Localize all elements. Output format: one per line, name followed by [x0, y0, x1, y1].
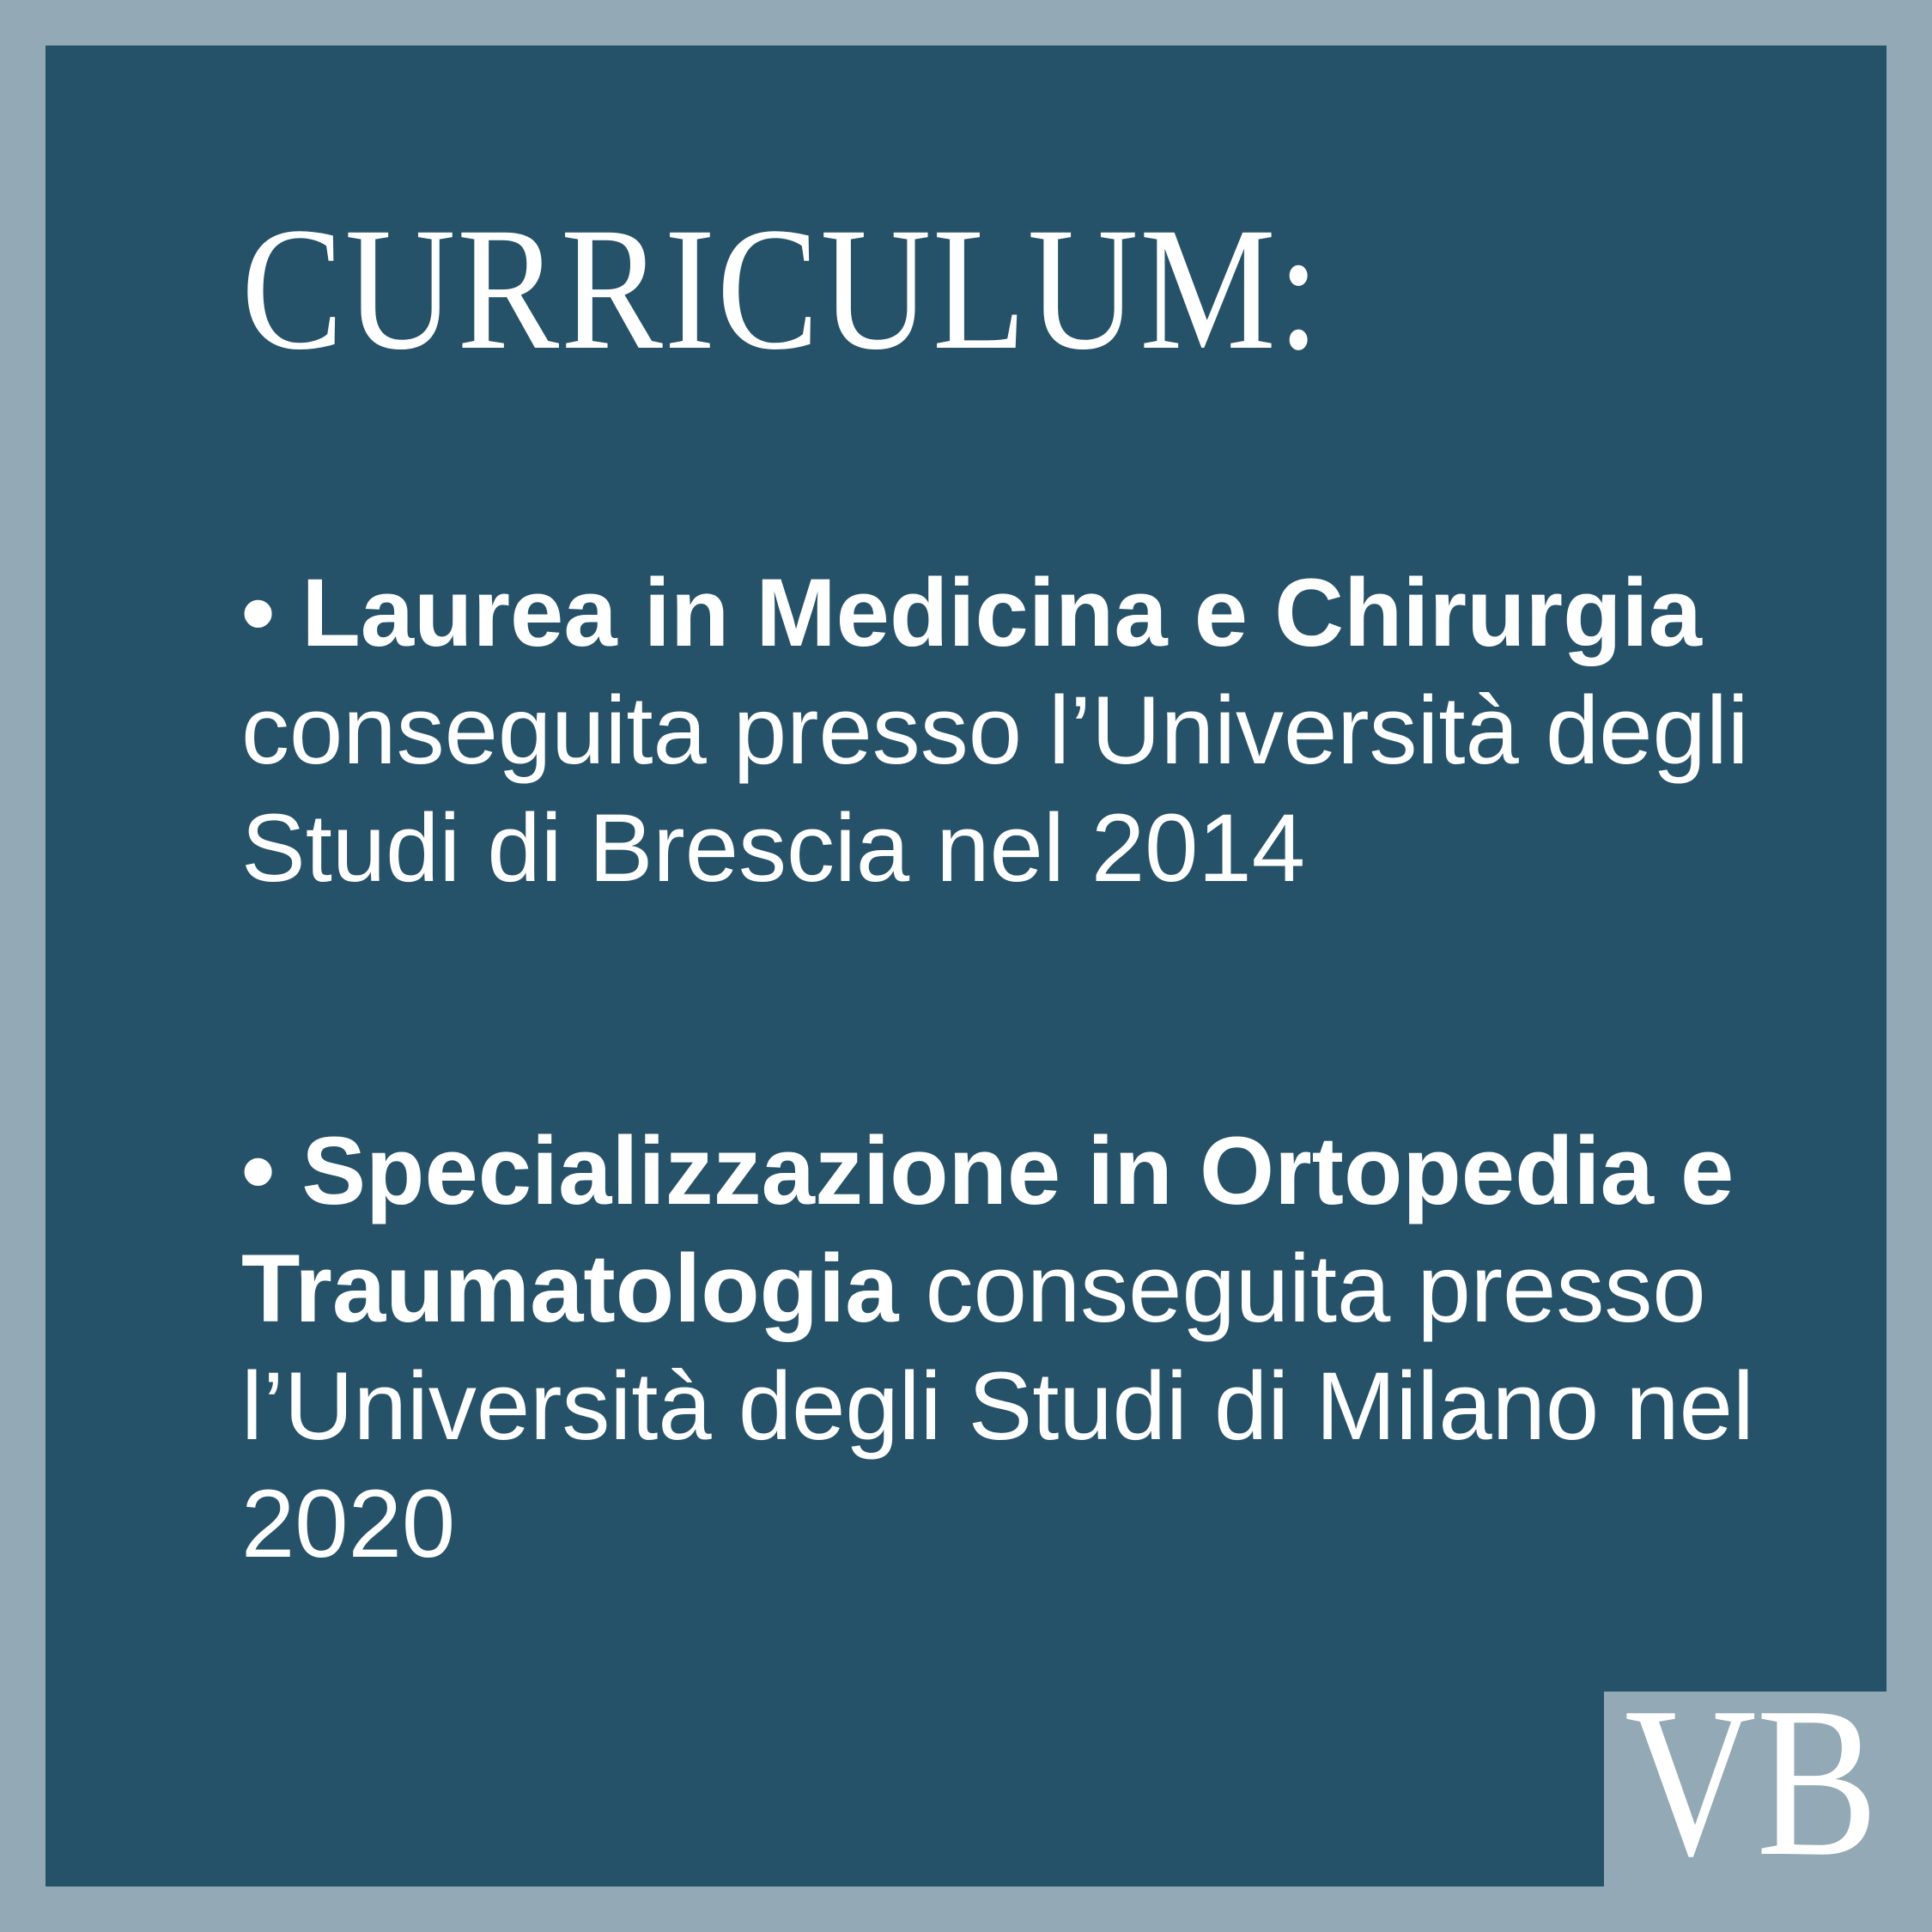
monogram-badge [1604, 1663, 1932, 1932]
curriculum-list [241, 554, 1754, 1583]
curriculum-line: Studi di Brescia nel 2014 [241, 794, 1305, 902]
monogram-initials: VB [1625, 1663, 1879, 1901]
curriculum-item [241, 1112, 1754, 1583]
page-title: CURRICULUM: [241, 191, 1321, 386]
curriculum-line: conseguita presso l’Università degli [241, 677, 1749, 784]
content-panel [46, 46, 1886, 1886]
curriculum-line: l’Università degli Studi di Milano nel [241, 1352, 1754, 1460]
curriculum-line: 2020 [241, 1470, 456, 1577]
curriculum-item [241, 554, 1754, 907]
curriculum-line: • Laurea in Medicina e Chirurgia [241, 559, 1702, 666]
curriculum-line: • Specializzazione in Ortopedia e [241, 1117, 1735, 1224]
curriculum-line: Traumatologia conseguita presso [241, 1235, 1706, 1342]
